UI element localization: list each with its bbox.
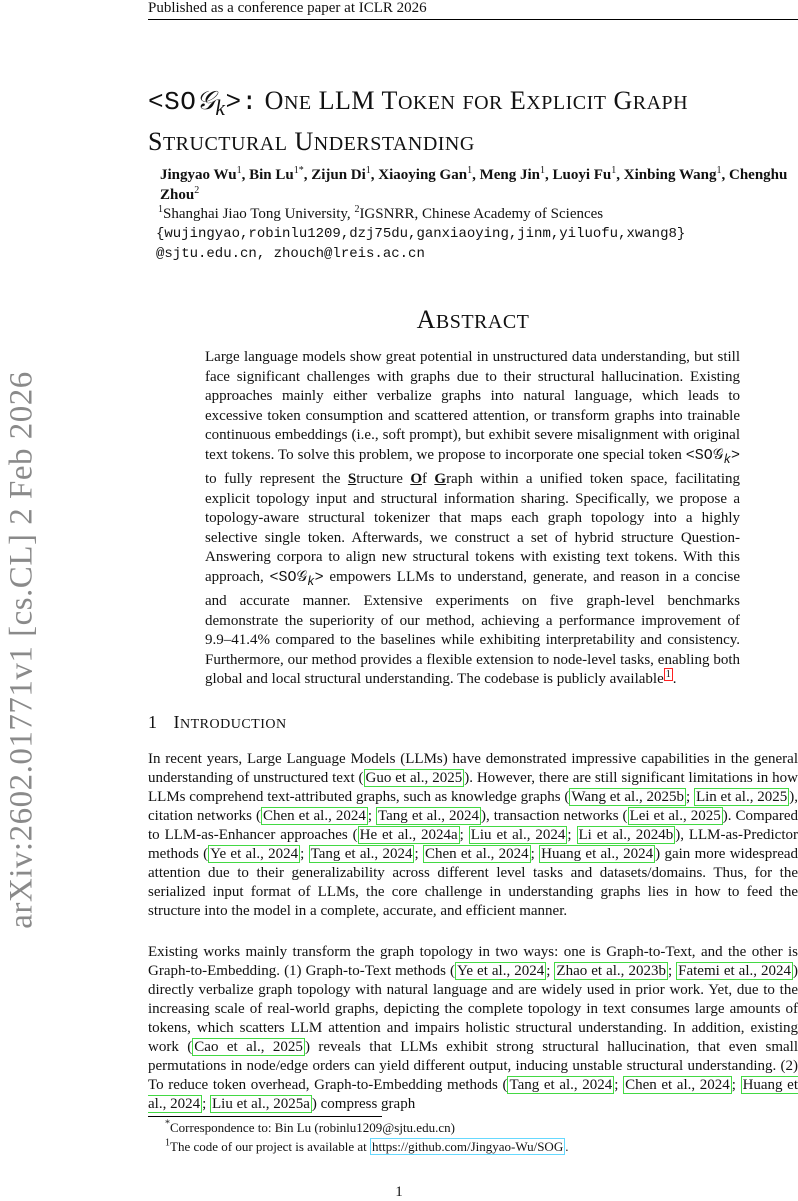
footnote-code: $^1$The code of our project is available at https://github.com/Jingyao-Wu/SOG . (165, 1137, 569, 1154)
section-heading-introduction: 1 INTRODUCTION (148, 712, 287, 732)
title-word: UNDERSTANDING (294, 127, 475, 157)
citation-link[interactable]: Tang et al., 2024 (378, 808, 479, 824)
title-word: LLM (318, 86, 376, 115)
author-affiliation-mark: 1 (365, 165, 371, 176)
citation-link[interactable]: Chen et al., 2024 (625, 1077, 730, 1093)
citation-link[interactable]: Ye et al., 2024 (210, 846, 299, 862)
title-word: GRAPH (613, 86, 689, 115)
header-rule (148, 19, 798, 20)
author-name: Meng Jin (479, 167, 540, 183)
abstract-text: Large language models show great potential in unstructured data understanding, but still face significant challenges with graphs due to their structural hallucination. Existing approaches mainly either verbalize graphs into natural language, which leads to excessive token consumption and scattered attention, or transform graphs into trainable continuous embeddings (i.e., soft prompt), but exhibit severe misalignment with original text tokens. To solve this problem, we propose to incorporate one special token <SO𝒢$_k$> to fully represent the Structure Of Graph within a unified token space, facilitating explicit topology input and structural information sharing. Specifically, we propose a topology-aware structural tokenizer that maps each graph topology into a highly selective single token. Afterwards, we construct a set of hybrid structure Question-Answering corpora to align new structural tokens with existing text tokens. With this approach, <SO𝒢$_k$> empowers LLMs to understand, generate, and reason in a concise and accurate manner. Extensive experiments on five graph-level benchmarks demonstrate the superiority of our method, achieving a performance improvement of 9.9–41.4% compared to the baselines while exhibiting interpretability and consistency. Furthermore, our method provides a flexible extension to node-level tasks, enabling both global and local structural understanding. The codebase is publicly available $^1$ . (205, 349, 740, 687)
email-line-1: {wujingyao,robinlu1209,dzj75du,ganxiaoying,jinm,yiluofu,xwang8} (156, 226, 686, 242)
intro-paragraph-1: In recent years, Large Language Models (LLMs) have demonstrated impressive capabilities in the general understanding of unstructured text ( Guo et al., 2025 ). However, there are still significant limitations in how LLMs comprehend text-attributed graphs, such as knowledge graphs ( Wang et al., 2025b ; Lin et al., 2025 ), citation networks ( Chen et al., 2024 ; Tang et al., 2024 ), transaction networks ( Lei et al., 2025 ). Compared to LLM-as-Enhancer approaches ( He et al., 2024a ; Liu et al., 2024 ; Li et al., 2024b ), LLM-as-Predictor methods ( Ye et al., 2024 ; Tang et al., 2024 ; Chen et al., 2024 ; Huang et al., 2024 ) gain more widespread attention due to their generalizability across different level tasks and datasets/domains. Thus, for the serialized input format of LLMs, the core challenge in understanding graphs lies in how to feed the structure into the model in a complete, accurate, and efficient manner. (148, 751, 798, 919)
citation-link[interactable]: Zhao et al., 2023b (556, 963, 666, 979)
title-token-close: >: (225, 87, 258, 117)
footnote-rule (148, 1116, 382, 1117)
citation-link[interactable]: Lei et al., 2025 (629, 808, 721, 824)
citation-link[interactable]: Wang et al., 2025b (571, 789, 684, 805)
arxiv-identifier (0, 320, 44, 980)
author-affiliation-mark: 2 (194, 185, 200, 196)
author-name: Luoyi Fu (552, 167, 612, 183)
author-name: Xinbing Wang (623, 167, 717, 183)
affiliation-1: Shanghai Jiao Tong University, (163, 206, 355, 222)
citation-link[interactable]: Huang et al., 2024 (148, 1077, 798, 1112)
author-affiliation-mark: 1 (467, 165, 473, 176)
arxiv-identifier-text: arXiv:2602.01771v1 [cs.CL] 2 Feb 2026 (3, 371, 40, 929)
citation-link[interactable]: Huang et al., 2024 (541, 846, 654, 862)
citation-link[interactable]: Ye et al., 2024 (457, 963, 545, 979)
citation-link[interactable]: Tang et al., 2024 (310, 846, 413, 862)
footnote-correspondence: *Correspondence to: Bin Lu (robinlu1209@sjtu.edu.cn) (165, 1118, 455, 1135)
title-word: TOKEN (381, 86, 456, 115)
author-affiliation-mark: 1 (716, 165, 722, 176)
author-name: Chenghu Zhou (160, 167, 788, 203)
affiliations (158, 204, 788, 224)
author-name: Jingyao Wu (160, 167, 237, 183)
title-word: EXPLICIT (509, 86, 607, 115)
page-number: 1 (395, 1184, 403, 1200)
footnote-link[interactable]: 1 (665, 669, 671, 680)
citation-link[interactable]: Li et al., 2024b (578, 827, 674, 843)
citation-link[interactable]: Tang et al., 2024 (509, 1077, 613, 1093)
email-line-2: @sjtu.edu.cn, zhouch@lreis.ac.cn (156, 246, 425, 262)
author-name: Xiaoying Gan (378, 167, 468, 183)
citation-link[interactable]: He et al., 2024a (359, 827, 458, 843)
paper-title (148, 84, 798, 161)
author-emails (156, 224, 796, 264)
citation-link[interactable]: Chen et al., 2024 (263, 808, 366, 824)
author-list: Jingyao Wu$^1$, Bin $Lu^{1*}$, Zijun Di$^1$, Xiaoying Gan$^1$, Meng Jin$^1$, Luoyi Fu$^1$, Xinbing Wang$^1$, Chenghu Zhou$^2$ (160, 165, 788, 203)
title-token-open: <SO (148, 87, 197, 117)
code-url-link[interactable]: https://github.com/Jingyao-Wu/SOG (371, 1139, 564, 1154)
title-token-sub: k (215, 96, 226, 121)
title-word: ONE (264, 86, 312, 115)
sog-token: <SO𝒢$_k$> (269, 568, 324, 589)
author-affiliation-mark: 1 (540, 165, 545, 176)
title-word: STRUCTURAL (148, 127, 288, 157)
running-header: Published as a conference paper at ICLR 2026 (148, 0, 427, 16)
affiliation-mark-2: 2 (354, 204, 360, 215)
title-line-2 (148, 125, 798, 161)
author-name: Bin Lu (249, 167, 294, 183)
affiliation-2: IGSNRR, Chinese Academy of Sciences (359, 206, 604, 222)
author-affiliation-mark: 1* (293, 165, 304, 176)
citation-link[interactable]: Liu et al., 2024 (470, 827, 566, 843)
author-name: Zijun Di (311, 167, 366, 183)
intro-paragraph-2: Existing works mainly transform the graph topology in two ways: one is Graph-to-Text, and the other is Graph-to-Embedding. (1) Graph-to-Text methods ( Ye et al., 2024 ; Zhao et al., 2023b ; Fatemi et al., 2024 ) directly verbalize graph topology with natural language and are widely used in prior work. Yet, due to the increasing scale of real-world graphs, depicting the complete topology in text consumes large amounts of tokens, which scatters LLM attention and impairs holistic structural understanding. In addition, existing work ( Cao et al., 2025 ) reveals that LLMs exhibit strong structural hallucination, that even small permutations in node/edge orders can yield different output, inducing unstable structural understanding. (2) To reduce token overhead, Graph-to-Embedding methods ( Tang et al., 2024 ; Chen et al., 2024 ; Huang et al., 2024 ; Liu et al., 2025a ) compress graph (148, 944, 798, 1112)
title-line-1 (148, 84, 798, 125)
citation-link[interactable]: Guo et al., 2025 (365, 770, 463, 786)
title-line-1-words (265, 86, 688, 115)
author-affiliation-mark: 1 (611, 165, 617, 176)
abstract-heading: ABSTRACT (416, 305, 530, 334)
citation-link[interactable]: Cao et al., 2025 (194, 1039, 303, 1055)
citation-link[interactable]: Chen et al., 2024 (424, 846, 529, 862)
author-affiliation-mark: 1 (236, 165, 242, 176)
affiliation-mark-1: 1 (158, 204, 163, 215)
citation-link[interactable]: Fatemi et al., 2024 (678, 963, 792, 979)
sog-token: <SO𝒢$_k$> (685, 446, 740, 467)
citation-link[interactable]: Lin et al., 2025 (695, 789, 788, 805)
title-token-symbol: 𝒢 (196, 86, 216, 115)
citation-link[interactable]: Liu et al., 2025a (212, 1096, 310, 1112)
title-word: FOR (462, 92, 503, 114)
